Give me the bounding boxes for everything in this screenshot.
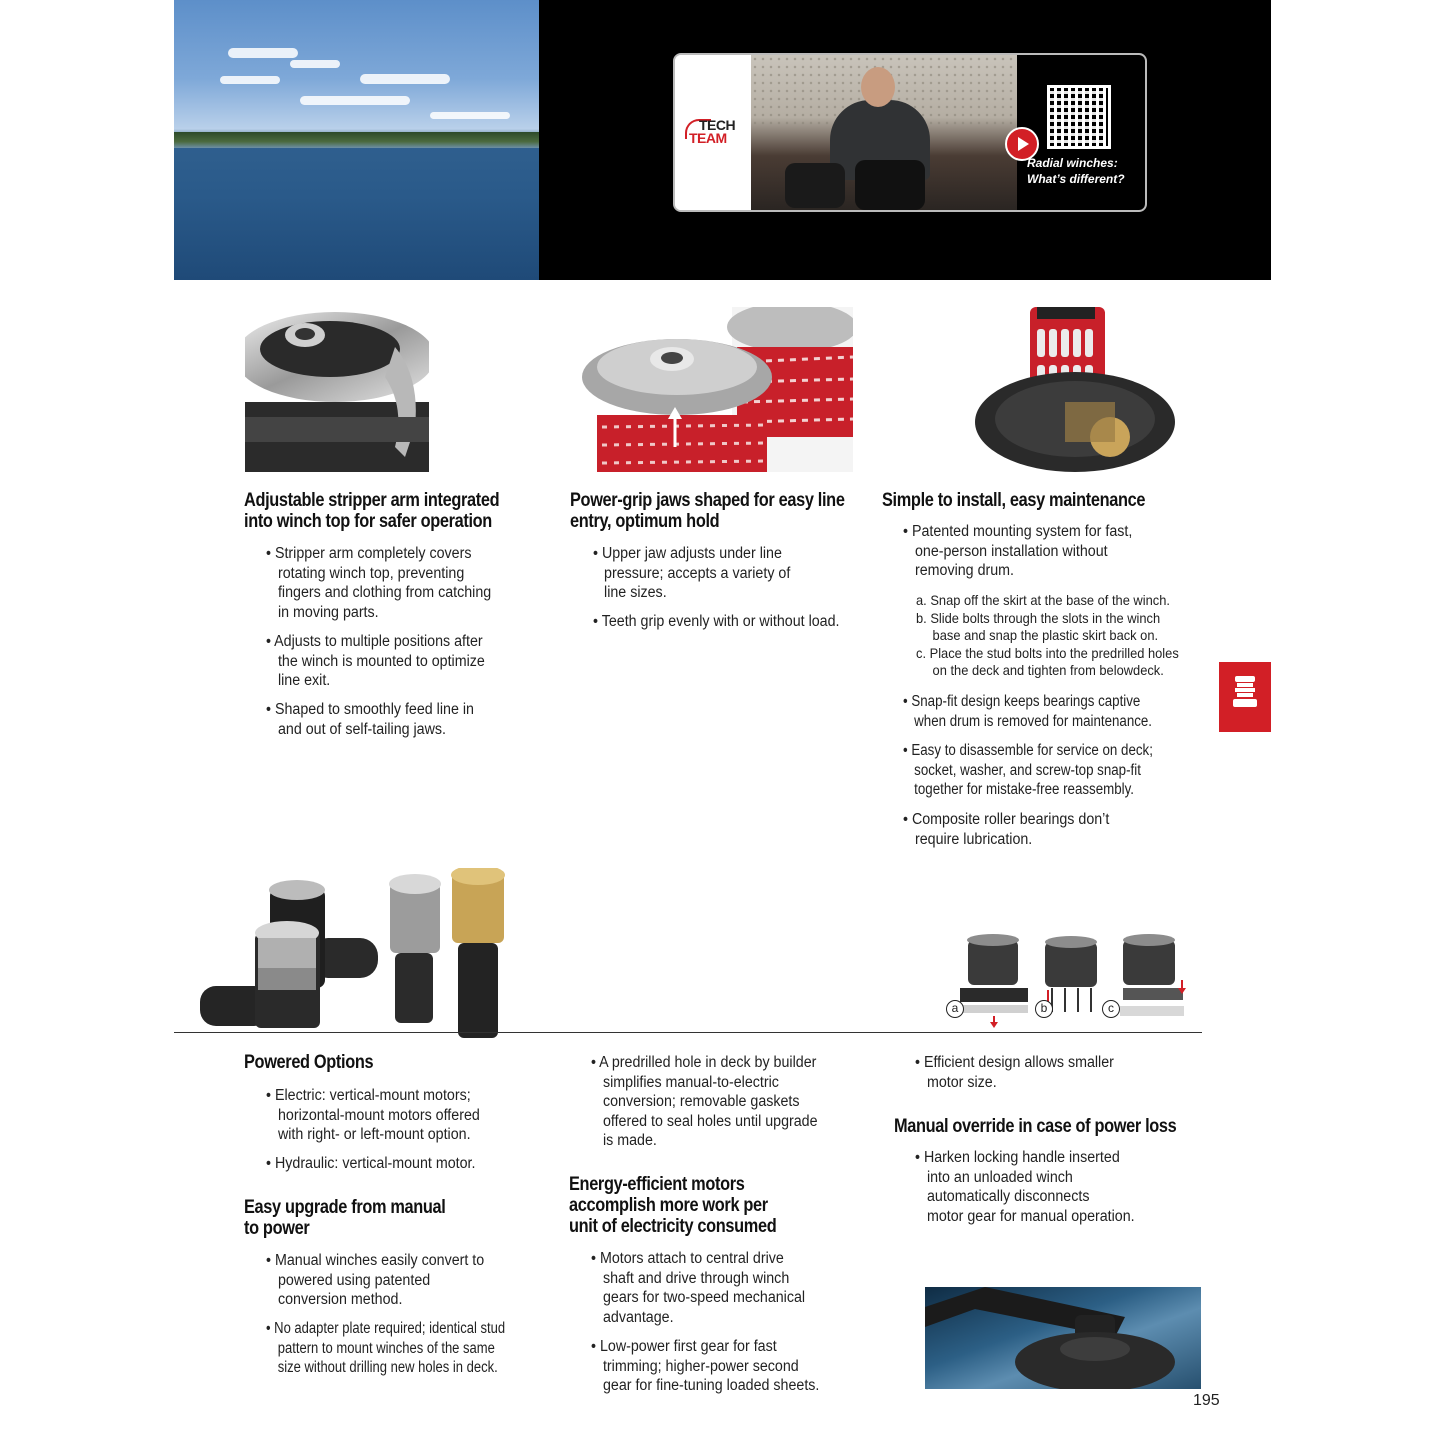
upgrade-heading: Easy upgrade from manual to power	[244, 1197, 446, 1239]
power-grip-jaws-photo	[582, 307, 853, 472]
feature-heading-install: Simple to install, easy maintenance	[882, 490, 1146, 511]
bullet-stripper-2: • Adjusts to multiple positions after the winch is mounted to optimize line exit.	[266, 633, 485, 689]
cloud	[220, 76, 280, 84]
cloud	[228, 48, 298, 58]
bullet-powered-2: • Hydraulic: vertical-mount motor.	[266, 1155, 476, 1172]
winch-prop	[855, 160, 925, 210]
cloud	[360, 74, 450, 84]
bullet-grip-2: • Teeth grip evenly with or without load.	[593, 613, 840, 630]
powered-options-heading: Powered Options	[244, 1052, 374, 1073]
section-divider	[174, 1032, 1202, 1033]
diagram-label-a: a	[946, 1000, 964, 1018]
video-card[interactable]	[673, 53, 1147, 212]
install-steps: a. Snap off the skirt at the base of the winch. b. Slide bolts through the slots in the winch base and snap the plastic skirt back on. c. Place the stud bolts into the predrilled holes on the deck and tighten from belowdeck.	[916, 592, 1179, 678]
page-number: 195	[1193, 1392, 1220, 1409]
cloud	[430, 112, 510, 119]
bullet-stripper-1: • Stripper arm completely covers rotating winch top, preventing fingers and clothing from catching in moving parts.	[266, 545, 492, 621]
feature-heading-power-grip: Power-grip jaws shaped for easy line entry, optimum hold	[570, 490, 845, 532]
stripper-arm-photo	[245, 307, 429, 472]
bullet-grip-1: • Upper jaw adjusts under line pressure; accepts a variety of line sizes.	[593, 545, 791, 601]
shoreline	[174, 132, 539, 148]
cloud	[300, 96, 410, 105]
powered-winches-photo	[200, 868, 505, 1040]
bullet-energy-1: • Motors attach to central drive shaft and drive through winch gears for two-speed mechanical advantage.	[591, 1250, 806, 1326]
mounting-system-photo	[975, 307, 1178, 472]
bullet-energy-2: • Low-power first gear for fast trimming; higher-power second gear for fine-tuning loaded sheets.	[591, 1338, 820, 1394]
diagram-label-b: b	[1035, 1000, 1053, 1018]
mounting-diagram	[940, 930, 1195, 1030]
energy-heading: Energy-efficient motors accomplish more work per unit of electricity consumed	[569, 1174, 777, 1237]
locking-handle-photo	[925, 1287, 1201, 1389]
override-heading: Manual override in case of power loss	[894, 1116, 1177, 1137]
caption-line-2: What’s different?	[1027, 172, 1125, 186]
cloud	[290, 60, 340, 68]
bullet-install-1: • Patented mounting system for fast, one-person installation without removing drum.	[903, 523, 1133, 579]
logo-line-1: TECH	[699, 117, 736, 133]
qr-pattern	[1047, 85, 1105, 143]
bullet-upgrade-3: • A predrilled hole in deck by builder simplifies manual-to-electric conversion; removable gaskets offered to seal holes until upgrade is made.	[591, 1054, 818, 1149]
bullet-install-2: • Snap-fit design keeps bearings captive when drum is removed for maintenance.	[903, 693, 1153, 730]
feature-heading-stripper-arm: Adjustable stripper arm integrated into winch top for safer operation	[244, 490, 500, 532]
bullet-stripper-3: • Shaped to smoothly feed line in and out of self-tailing jaws.	[266, 701, 474, 738]
bullet-powered-1: • Electric: vertical-mount motors; horizontal-mount motors offered with right- or left-mount option.	[266, 1087, 480, 1143]
bullet-upgrade-2: • No adapter plate required; identical stud pattern to mount winches of the same size without drilling new holes in deck.	[266, 1320, 506, 1376]
logo-line-2: TEAM	[689, 130, 727, 146]
winch-icon	[1232, 674, 1258, 714]
caption-line-1: Radial winches:	[1027, 156, 1118, 170]
presenter-head	[861, 67, 895, 107]
tech-team-logo	[675, 55, 751, 210]
video-caption	[1027, 155, 1137, 187]
bullet-override-1: • Harken locking handle inserted into an unloaded winch automatically disconnects motor gear for manual operation.	[915, 1149, 1135, 1225]
winch-prop	[785, 163, 845, 208]
video-side-panel	[1017, 55, 1145, 210]
bullet-upgrade-1: • Manual winches easily convert to powered using patented conversion method.	[266, 1252, 485, 1308]
bullet-energy-3: • Efficient design allows smaller motor size.	[915, 1054, 1114, 1091]
bullet-install-4: • Composite roller bearings don’t require lubrication.	[903, 811, 1110, 848]
diagram-label-c: c	[1102, 1000, 1120, 1018]
bullet-install-3: • Easy to disassemble for service on deck; socket, washer, and screw-top snap-fit together for mistake-free reassembly.	[903, 742, 1153, 798]
section-tab[interactable]	[1219, 662, 1271, 732]
